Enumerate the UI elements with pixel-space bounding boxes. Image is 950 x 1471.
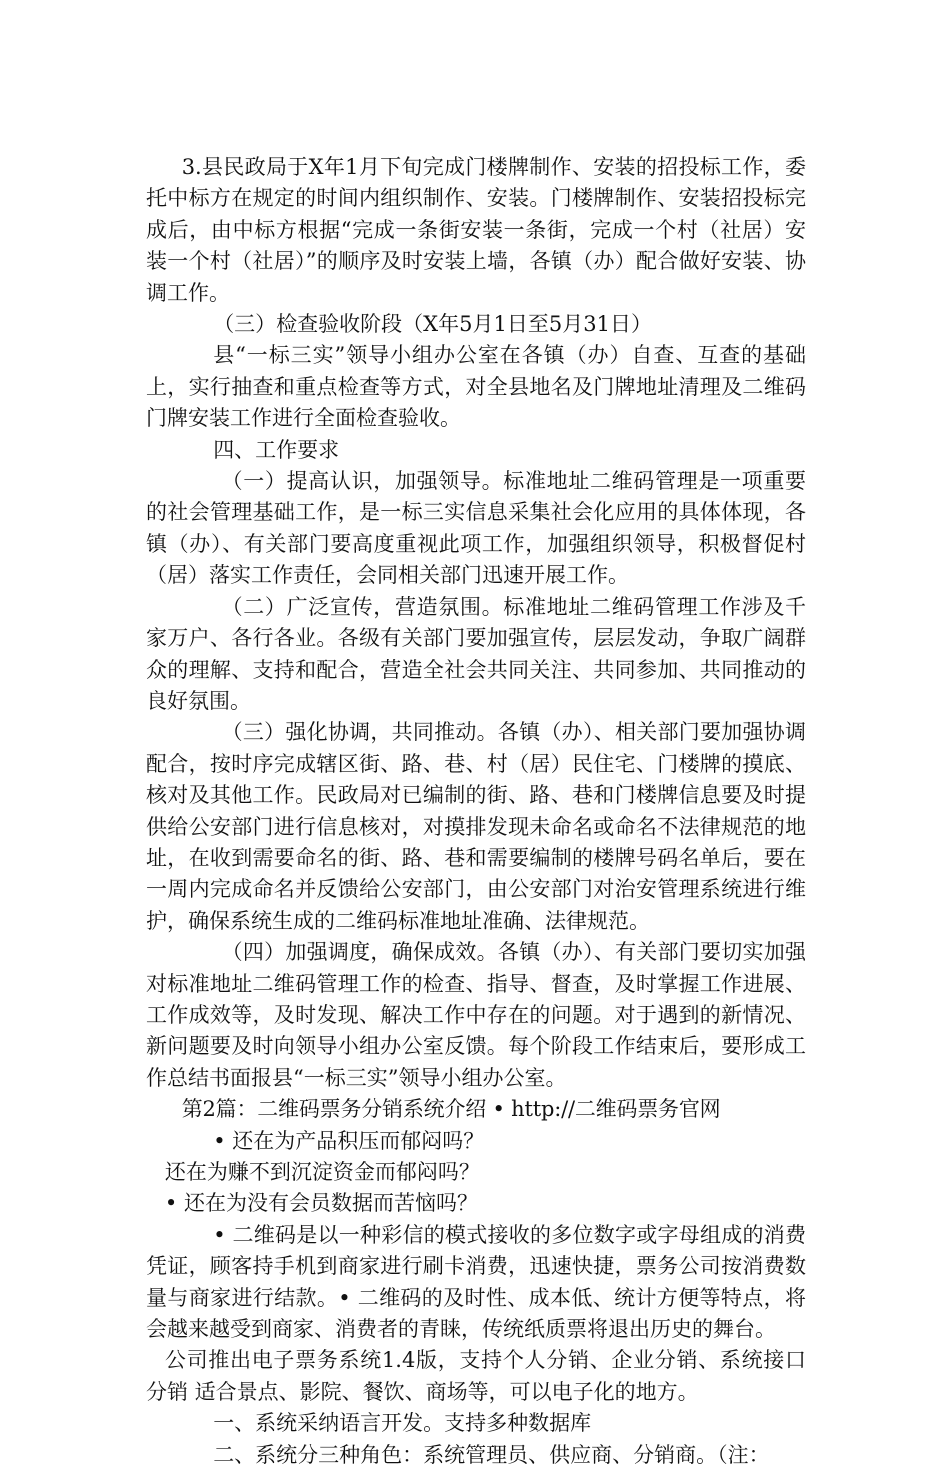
paragraph-requirement-2: （二）广泛宣传，营造氛围。标准地址二维码管理工作涉及千家万户、各行各业。各级有关部门要加强宣传，层层发动，争取广阔群众的理解、支持和配合，营造全社会共同关注、共同参加、共同推动的良好氛围。 [146,594,806,713]
paragraph-requirement-1: （一）提高认识，加强领导。标准地址二维码管理是一项重要的社会管理基础工作，是一标三实信息采集社会化应用的具体体现，各镇（办）、有关部门要高度重视此项工作，加强组织领导，积极督促村（居）落实工作责任，会同相关部门迅速开展工作。 [146,469,806,588]
paragraph-requirement-4: （四）加强调度，确保成效。各镇（办）、有关部门要切实加强对标准地址二维码管理工作的检查、指导、督查，及时掌握工作进展、工作成效等，及时发现、解决工作中存在的问题。对于遇到的新情况、新问题要及时向领导小组办公室反馈。每个阶段工作结束后，要形成工作总结书面报县“一标三实”领导小组办公室。 [146,940,806,1090]
bullet-product-backlog: • 还在为产品积压而郁闷吗？ [213,1128,485,1153]
item-language: 一、系统采纳语言开发。支持多种数据库 [213,1411,592,1436]
paragraph-ticket-system: 公司推出电子票务系统1.4版，支持个人分销、企业分销、系统接口分销 适合景点、影院、餐饮、商场等，可以电子化的地方。 [146,1348,806,1404]
document-body [146,152,806,1471]
paragraph-inspection: 县“一标三实”领导小组办公室在各镇（办）自查、互查的基础上，实行抽查和重点检查等方式，对全县地名及门牌地址清理及二维码门牌安装工作进行全面检查验收。 [146,343,806,431]
line-capital: 还在为赚不到沉淀资金而郁闷吗？ [164,1160,480,1184]
bullet-member-data: • 还在为没有会员数据而苦恼吗？ [164,1191,478,1216]
paragraph-tender-stage: 3.县民政局于X年1月下旬完成门楼牌制作、安装的招投标工作，委托中标方在规定的时间内组织制作、安装。门楼牌制作、安装招投标完成后，由中标方根据“完成一条街安装一条街，完成一个村（社居）安装一个村（社居）”的顺序及时安装上墙，各镇（办）配合做好安装、协调工作。 [146,155,806,305]
heading-work-requirements: 四、工作要求 [213,437,340,462]
heading-part-2: 第2篇：二维码票务分销系统介绍 • http://二维码票务官网 [181,1097,721,1122]
paragraph-qrcode-intro: • 二维码是以一种彩信的模式接收的多位数字或字母组成的消费凭证，顾客持手机到商家进行刷卡消费，迅速快捷，票务公司按消费数量与商家进行结款。• 二维码的及时性、成本低、统计方便等特点，将会越来越受到商家、消费者的青睐，传统纸质票将退出历史的舞台。 [146,1222,806,1342]
heading-inspection-stage: （三）检查验收阶段（X年5月1日至5月31日） [213,312,652,337]
item-roles: 二、系统分三种角色：系统管理员、供应商、分销商。（注： [213,1442,770,1467]
paragraph-requirement-3: （三）强化协调，共同推动。各镇（办）、相关部门要加强协调配合，按时序完成辖区街、路、巷、村（居）民住宅、门楼牌的摸底、核对及其他工作。民政局对已编制的街、路、巷和门楼牌信息要及时提供给公安部门进行信息核对，对摸排发现未命名或命名不法律规范的地址，在收到需要命名的街、路、巷和需要编制的楼牌号码名单后，要在一周内完成命名并反馈给公安部门，由公安部门对治安管理系统进行维护，确保系统生成的二维码标准地址准确、法律规范。 [146,720,806,933]
